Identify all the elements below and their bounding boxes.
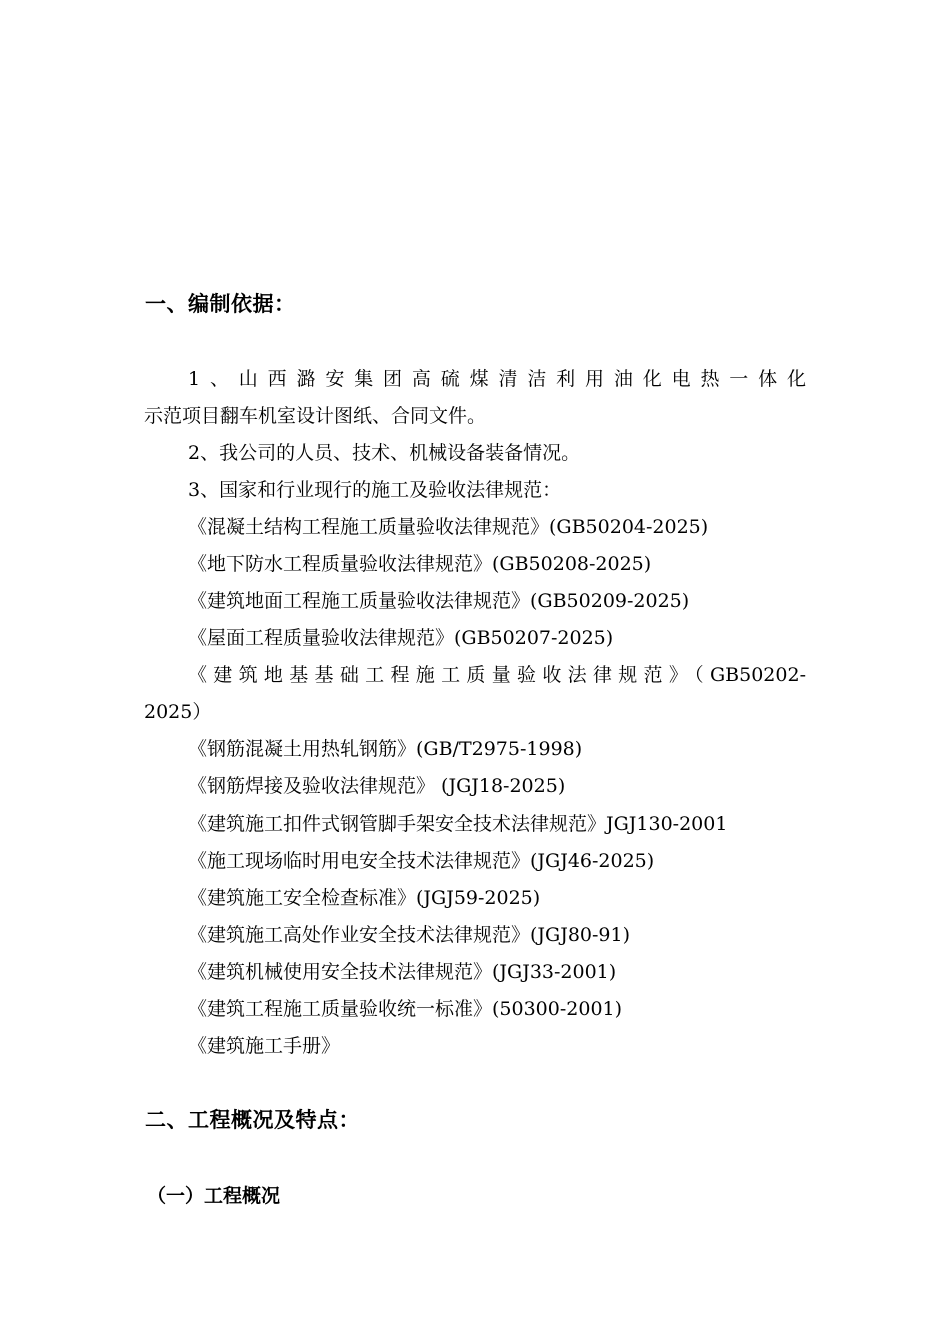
subsection-heading: （一）工程概况 bbox=[147, 1185, 281, 1207]
section-heading-overview: 二、工程概况及特点： bbox=[145, 1108, 360, 1132]
reference-item: 《建筑施工安全检查标准》(JGJ59-2025) bbox=[188, 887, 541, 909]
reference-item: 《地下防水工程质量验收法律规范》(GB50208-2025) bbox=[188, 553, 652, 575]
section-heading-basis: 一、编制依据： bbox=[145, 292, 296, 316]
reference-item: 《建筑机械使用安全技术法律规范》(JGJ33-2001) bbox=[188, 961, 617, 983]
reference-item-continuation: 2025） bbox=[144, 701, 212, 723]
reference-item: 《建筑地面工程施工质量验收法律规范》(GB50209-2025) bbox=[188, 590, 690, 612]
reference-item: 《钢筋焊接及验收法律规范》 (JGJ18-2025) bbox=[188, 775, 566, 797]
reference-item: 《建筑工程施工质量验收统一标准》(50300-2001) bbox=[188, 998, 623, 1020]
reference-item: 《建筑施工高处作业安全技术法律规范》(JGJ80-91) bbox=[188, 924, 631, 946]
item-1-line-2: 示范项目翻车机室设计图纸、合同文件。 bbox=[144, 405, 487, 427]
reference-item: 《屋面工程质量验收法律规范》(GB50207-2025) bbox=[188, 627, 614, 649]
item-1-line-1: 1、山西潞安集团高硫煤清洁利用油化电热一体化 bbox=[188, 368, 806, 390]
reference-item: 《施工现场临时用电安全技术法律规范》(JGJ46-2025) bbox=[188, 850, 655, 872]
reference-item: 《建筑地基基础工程施工质量验收法律规范》（GB50202- bbox=[188, 664, 806, 686]
item-2: 2、我公司的人员、技术、机械设备装备情况。 bbox=[188, 442, 581, 464]
reference-item: 《建筑施工扣件式钢管脚手架安全技术法律规范》JGJ130-2001 bbox=[188, 813, 728, 835]
reference-item: 《混凝土结构工程施工质量验收法律规范》(GB50204-2025) bbox=[188, 516, 709, 538]
reference-item: 《建筑施工手册》 bbox=[188, 1035, 341, 1057]
reference-item: 《钢筋混凝土用热轧钢筋》(GB/T2975-1998) bbox=[188, 738, 583, 760]
item-3: 3、国家和行业现行的施工及验收法律规范： bbox=[188, 479, 562, 501]
